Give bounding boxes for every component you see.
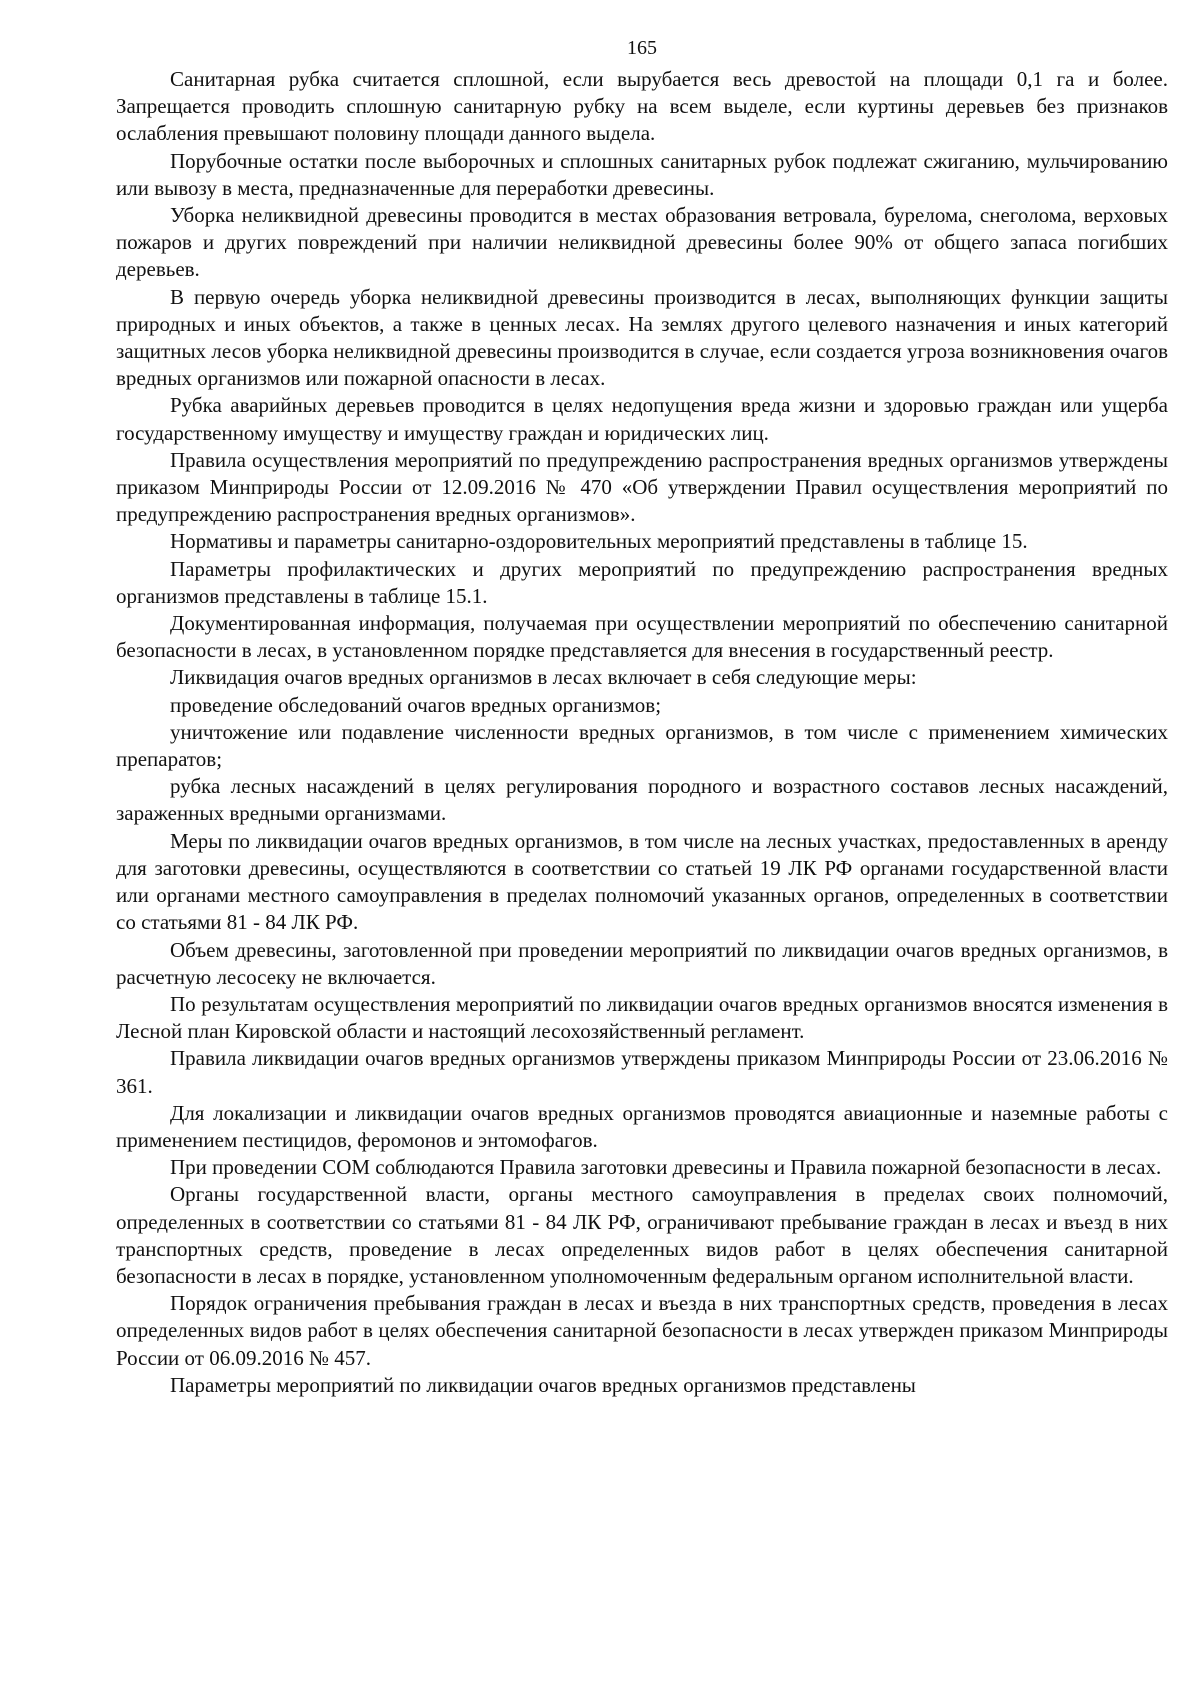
paragraph-aviation-ground-works: Для локализации и ликвидации очагов вредных организмов проводятся авиационные и наземные работы с применением пестицидов, феромонов и энтомофагов.: [116, 1100, 1168, 1152]
page-number: 165: [627, 37, 657, 59]
paragraph-wood-volume: Объем древесины, заготовленной при проведении мероприятий по ликвидации очагов вредных организмов, в расчетную лесосеку не включается.: [116, 937, 1168, 989]
paragraph-liquidation-measures-intro: Ликвидация очагов вредных организмов в лесах включает в себя следующие меры:: [170, 665, 917, 690]
paragraph-liquidation-rules: Правила ликвидации очагов вредных организмов утверждены приказом Минприроды России от 23.06.2016 № 361.: [116, 1046, 1168, 1098]
paragraph-sanitary-clearcut: Санитарная рубка считается сплошной, если вырубается весь древостой на площади 0,1 га и более. Запрещается проводить сплошную санитарную рубку на всем выделе, если куртины деревьев без признаков ослабления превышают половину площади данного выдела.: [116, 67, 1168, 146]
paragraph-prevention-rules: Правила осуществления мероприятий по предупреждению распространения вредных организмов утверждены приказом Минприроды России от 12.09.2016 № 470 «Об утверждении Правил осуществления мероприятий по предупреждению распространения вредных организмов».: [116, 447, 1168, 527]
paragraph-table-15-ref: Нормативы и параметры санитарно-оздоровительных мероприятий представлены в таблице 15.: [170, 529, 1028, 554]
paragraph-forest-plan-changes: По результатам осуществления мероприятий по ликвидации очагов вредных организмов вносятся изменения в Лесной план Кировской области и настоящий лесохозяйственный регламент.: [116, 991, 1168, 1044]
paragraph-som-rules: При проведении СОМ соблюдаются Правила заготовки древесины и Правила пожарной безопасности в лесах.: [170, 1155, 1162, 1180]
paragraph-logging-residues: Порубочные остатки после выборочных и сплошных санитарных рубок подлежат сжиганию, мульчированию или вывозу в места, предназначенные для переработки древесины.: [116, 148, 1168, 200]
paragraph-access-restrictions: Органы государственной власти, органы местного самоуправления в пределах своих полномочий, определенных в соответствии со статьями 81 - 84 ЛК РФ, ограничивают пребывание граждан в лесах и въезд в них транспортных средств, проведение в лесах определенных видов работ в целях обеспечения санитарной безопасности в лесах в порядке, установленном уполномоченным федеральным органом исполнительной власти.: [116, 1182, 1168, 1288]
list-item-surveys: проведение обследований очагов вредных организмов;: [170, 692, 662, 717]
paragraph-hazard-trees: Рубка аварийных деревьев проводится в целях недопущения вреда жизни и здоровью граждан или ущерба государственному имуществу и имуществу граждан и юридических лиц.: [116, 393, 1168, 445]
list-item-felling: рубка лесных насаждений в целях регулирования породного и возрастного составов лесных насаждений, зараженных вредными организмами.: [116, 774, 1168, 826]
paragraph-measures-authority: Меры по ликвидации очагов вредных организмов, в том числе на лесных участках, предоставленных в аренду для заготовки древесины, осуществляются в соответствии со статьей 19 ЛК РФ органами государственной власти или органами местного самоуправления в пределах полномочий указанных органов, определенных в соответствии со статьями 81 - 84 ЛК РФ.: [116, 828, 1168, 935]
paragraph-cleanup-priority: В первую очередь уборка неликвидной древесины производится в лесах, выполняющих функции защиты природных и иных объектов, а также в ценных лесах. На землях другого целевого назначения и иных категорий защитных лесов уборка неликвидной древесины производится в случае, если создается угроза возникновения очагов вредных организмов или пожарной опасности в лесах.: [116, 284, 1168, 391]
paragraph-documented-info: Документированная информация, получаемая при осуществлении мероприятий по обеспечению санитарной безопасности в лесах, в установленном порядке представляется для внесения в государственный реестр.: [116, 611, 1168, 663]
paragraph-restriction-order: Порядок ограничения пребывания граждан в лесах и въезда в них транспортных средств, проведения в лесах определенных видов работ в целях обеспечения санитарной безопасности в лесах утвержден приказом Минприроды России от 06.09.2016 № 457.: [116, 1291, 1168, 1370]
paragraph-illiquid-wood-cleanup: Уборка неликвидной древесины проводится в местах образования ветровала, бурелома, снеголома, верховых пожаров и других повреждений при наличии неликвидной древесины более 90% от общего запаса погибших деревьев.: [116, 203, 1168, 282]
document-page: [116, 36, 1168, 1399]
paragraph-liquidation-parameters: Параметры мероприятий по ликвидации очагов вредных организмов представлены: [170, 1372, 916, 1397]
paragraph-table-15-1-ref: Параметры профилактических и других мероприятий по предупреждению распространения вредных организмов представлены в таблице 15.1.: [116, 556, 1168, 608]
list-item-suppression: уничтожение или подавление численности вредных организмов, в том числе с применением химических препаратов;: [116, 719, 1168, 772]
